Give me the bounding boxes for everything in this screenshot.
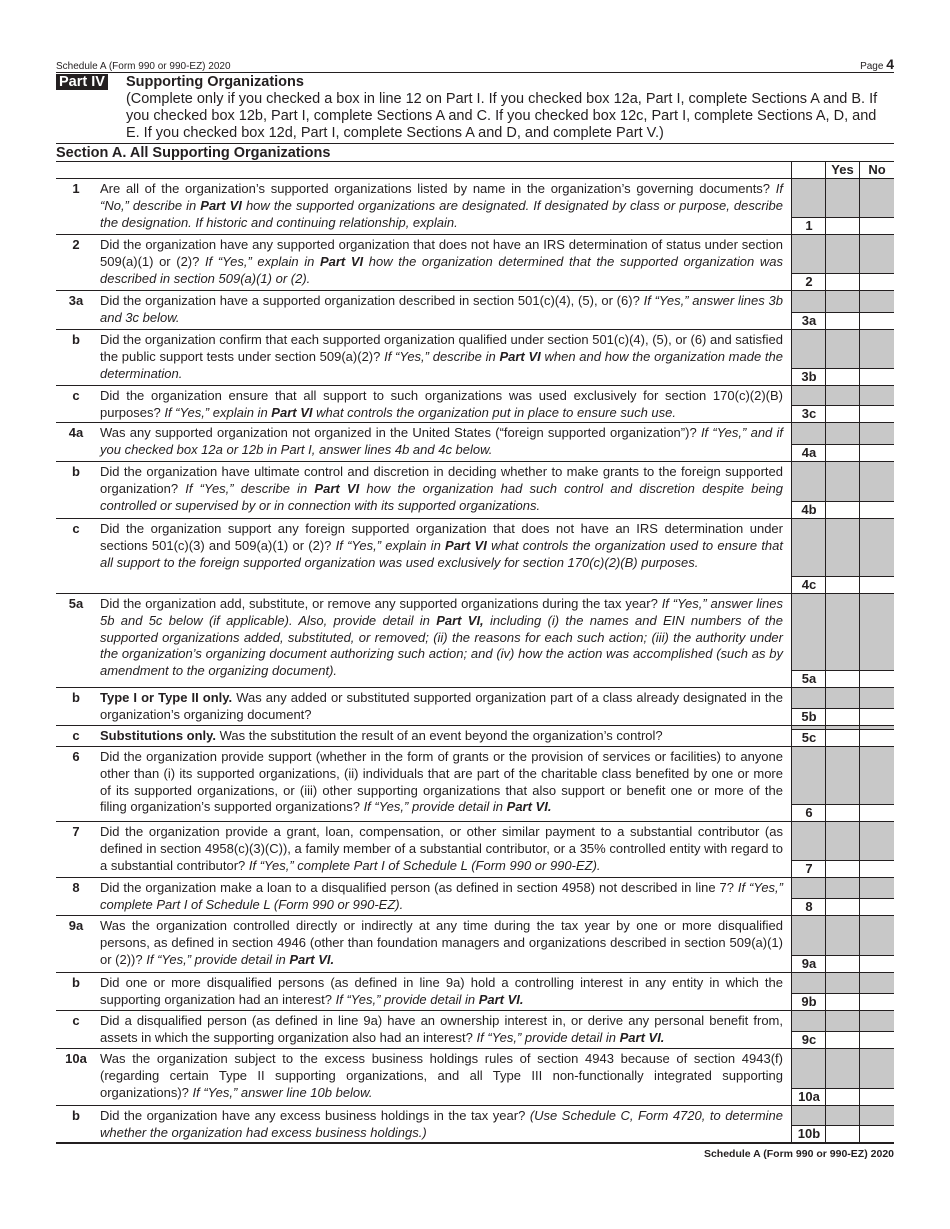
line-number: 3a: [68, 293, 84, 308]
line-label: 8: [805, 899, 813, 914]
line-label-cell: [791, 501, 825, 518]
shaded-cell: [791, 462, 825, 501]
line-instruction: If “Yes,” answer lines 3b and 3c below.: [100, 293, 783, 325]
no-answer-box-5a[interactable]: [859, 670, 894, 687]
line-label: 9b: [801, 994, 817, 1009]
shaded-cell: [791, 291, 825, 312]
line-label: 5a: [801, 671, 817, 686]
yes-answer-box-10b[interactable]: [825, 1125, 859, 1142]
line-label-cell: [791, 860, 825, 877]
shaded-cell: [791, 179, 825, 217]
yes-answer-box-2[interactable]: [825, 273, 859, 290]
yes-answer-box-9b[interactable]: [825, 993, 859, 1010]
shaded-cell: [825, 291, 859, 312]
line-instruction: If “Yes,” complete Part I of Schedule L (Form 990 or 990-EZ).: [248, 857, 601, 873]
yes-answer-box-4a[interactable]: [825, 444, 859, 461]
shaded-cell: [791, 1049, 825, 1088]
shaded-cell: [859, 179, 894, 217]
line-instruction-tail: what controls the organization put in place to ensure such use.: [316, 404, 676, 420]
line-label: 6: [805, 805, 813, 820]
line-text: Did one or more disqualified persons (as defined in line 9a) hold a controlling interest in any entity in which the supporting organization had an interest?: [100, 975, 783, 1007]
question-row-9c: [56, 1011, 894, 1049]
line-number: 8: [72, 880, 80, 895]
line-label: 3a: [801, 313, 817, 328]
line-instruction: If “Yes,” explain in: [335, 537, 441, 553]
line-number: b: [72, 464, 80, 479]
line-description: [100, 425, 783, 459]
line-text: Did the organization have any excess business holdings in the tax year?: [100, 1108, 526, 1123]
line-instruction: If “Yes,” describe in: [384, 348, 496, 364]
line-label: 2: [805, 274, 813, 289]
question-row-6: [56, 747, 894, 822]
page-header: [56, 56, 894, 73]
part-title: Supporting Organizations: [125, 74, 304, 90]
line-description: [100, 1108, 783, 1142]
shaded-cell: [825, 973, 859, 993]
no-answer-box-4a[interactable]: [859, 444, 894, 461]
shaded-cell: [859, 594, 894, 670]
line-label: 3b: [801, 369, 817, 384]
line-label-cell: [791, 708, 825, 725]
line-text: Was the organization controlled directly or indirectly at any time during the tax year by one or more disqualified persons, as defined in section 4946 (other than foundation managers and organizations described in section 509(a)(1) or (2))?: [100, 918, 783, 967]
no-answer-box-5c[interactable]: [859, 729, 894, 746]
line-label-cell: [791, 1088, 825, 1105]
form-page: [56, 56, 894, 1160]
line-label-cell: [791, 576, 825, 593]
line-description: [100, 237, 783, 287]
line-label-cell: [791, 368, 825, 385]
shaded-cell: [791, 973, 825, 993]
shaded-cell: [825, 386, 859, 405]
line-label: 3c: [801, 406, 817, 421]
line-text: Was any supported organization not organized in the United States (“foreign supported organization”)?: [100, 425, 697, 440]
yes-answer-box-10a[interactable]: [825, 1088, 859, 1105]
shaded-cell: [825, 916, 859, 955]
yes-answer-box-1[interactable]: [825, 217, 859, 234]
line-number: 6: [72, 749, 80, 764]
shaded-cell: [791, 330, 825, 368]
line-number: c: [72, 521, 80, 536]
line-label-cell: [791, 405, 825, 422]
yes-answer-box-9c[interactable]: [825, 1031, 859, 1048]
shaded-cell: [859, 878, 894, 898]
line-number: c: [72, 728, 80, 743]
shaded-cell: [825, 235, 859, 273]
line-instruction-tail: including (i) the names and EIN numbers of the supported organizations added, substituted, or removed; (ii) the reasons for each such action; (iii) the authority under the organization’s organizing document authorizing such action; and (iv) how the action was accomplished (such as by amendment to the organizing document).: [100, 612, 783, 679]
shaded-cell: [825, 594, 859, 670]
shaded-cell: [859, 1106, 894, 1125]
shaded-cell: [859, 1049, 894, 1088]
shaded-cell: [825, 462, 859, 501]
shaded-cell: [825, 688, 859, 708]
shaded-cell: [859, 688, 894, 708]
line-description: [100, 596, 783, 680]
shaded-cell: [859, 291, 894, 312]
no-answer-box-8[interactable]: [859, 898, 894, 915]
line-text: Did the organization have ultimate control and discretion in deciding whether to make grants to the foreign supported organization?: [100, 464, 783, 496]
shaded-cell: [859, 330, 894, 368]
no-answer-box-10b[interactable]: [859, 1125, 894, 1142]
shaded-cell: [791, 747, 825, 804]
shaded-cell: [859, 462, 894, 501]
shaded-cell: [859, 973, 894, 993]
shaded-cell: [859, 519, 894, 576]
no-answer-box-9c[interactable]: [859, 1031, 894, 1048]
line-text: Did the organization provide support (whether in the form of grants or the provision of services or facilities) to anyone other than (i) its supported organizations, (ii) individuals that are part of the charitable class benefited by one or more of its supported organizations, or (iii) other supporting organizations that also support or benefit one or more of the filing organization’s supported organizations?: [100, 749, 783, 815]
line-description: [100, 880, 783, 914]
line-instruction: If “Yes,” explain in: [164, 404, 268, 420]
line-number: b: [72, 1108, 80, 1123]
yes-answer-box-5a[interactable]: [825, 670, 859, 687]
line-text: Was the organization subject to the excess business holdings rules of section 4943 because of section 4943(f) (regarding certain Type II supporting organizations, and all Type III non-functionally integrated supporting organizations)?: [100, 1051, 783, 1100]
line-text: Did the organization confirm that each supported organization qualified under section 501(c)(4), (5), or (6) and satisfied the public support tests under section 509(a)(2)?: [100, 332, 783, 364]
no-answer-box-4b[interactable]: [859, 501, 894, 518]
line-label: 5c: [801, 730, 817, 745]
line-text: Was any added or substituted supported organization part of a class already designated in the organization’s organizing document?: [100, 690, 783, 722]
line-text: Did a disqualified person (as defined in line 9a) have an ownership interest in, or derive any personal benefit from, assets in which the supporting organization also had an interest?: [100, 1013, 783, 1045]
no-answer-box-5b[interactable]: [859, 708, 894, 725]
line-description: [100, 690, 783, 724]
part-reference: Part VI: [271, 404, 313, 420]
shaded-cell: [859, 235, 894, 273]
line-description: [100, 749, 783, 816]
shaded-cell: [825, 330, 859, 368]
line-instruction-tail: what controls the organization used to ensure that all support to the foreign supported organization was used exclusively for section 170(c)(2)(B) purposes.: [100, 537, 783, 570]
no-column-header: No: [859, 162, 894, 178]
line-instruction: If “Yes,” provide detail in: [146, 951, 286, 967]
line-label-cell: [791, 444, 825, 461]
part-header: [56, 74, 894, 142]
yes-column-header: Yes: [825, 162, 859, 178]
line-instruction: If “Yes,” provide detail in: [476, 1029, 616, 1045]
shaded-cell: [825, 1106, 859, 1125]
line-label-cell: [791, 804, 825, 821]
shaded-cell: [791, 386, 825, 405]
question-grid: [56, 162, 894, 1144]
part-reference: Part VI.: [619, 1029, 665, 1045]
line-label-cell: [791, 729, 825, 746]
no-answer-box-3c[interactable]: [859, 405, 894, 422]
shaded-cell: [791, 916, 825, 955]
form-name: Schedule A (Form 990 or 990-EZ) 2020: [56, 61, 231, 72]
shaded-cell: [859, 423, 894, 444]
question-row-1: [56, 179, 894, 235]
shaded-cell: [859, 747, 894, 804]
line-number: 10a: [65, 1051, 87, 1066]
yes-answer-box-5c[interactable]: [825, 729, 859, 746]
line-description: [100, 521, 783, 571]
page-number: Page 4: [860, 56, 894, 72]
shaded-cell: [825, 1011, 859, 1031]
line-label: 10b: [797, 1126, 821, 1141]
line-text: Did the organization provide a grant, loan, compensation, or other similar payment to a substantial contributor (as defined in section 4958(c)(3)(C)), a family member of a substantial contributor, or a 35% controlled entity with regard to a substantial contributor?: [100, 824, 783, 873]
question-row-4b: [56, 462, 894, 519]
line-label-cell: [791, 273, 825, 290]
line-label-cell: [791, 1125, 825, 1142]
question-row-10b: [56, 1106, 894, 1144]
section-title: Section A. All Supporting Organizations: [56, 143, 894, 162]
line-instruction-tail: how the organization determined that the supported organization was described in section 509(a)(1) or (2).: [100, 253, 783, 286]
shaded-cell: [791, 1106, 825, 1125]
shaded-cell: [859, 1011, 894, 1031]
line-instruction: If “No,” describe in: [100, 181, 783, 213]
part-reference: Part VI: [200, 197, 242, 213]
yes-answer-box-4b[interactable]: [825, 501, 859, 518]
line-text: Did the organization have any supported organization that does not have an IRS determination of status under section 509(a)(1) or (2)?: [100, 237, 783, 269]
no-answer-box-10a[interactable]: [859, 1088, 894, 1105]
shaded-cell: [791, 1011, 825, 1031]
question-row-4a: [56, 423, 894, 462]
line-description: [100, 332, 783, 382]
line-instruction: If “Yes,” describe in: [185, 480, 308, 496]
shaded-cell: [859, 386, 894, 405]
question-row-3c: [56, 386, 894, 423]
yes-answer-box-9a[interactable]: [825, 955, 859, 972]
line-description: [100, 388, 783, 422]
line-label: 7: [805, 861, 813, 876]
no-answer-box-2[interactable]: [859, 273, 894, 290]
line-instruction: (Use Schedule C, Form 4720, to determine whether the organization had excess business holdings.): [100, 1108, 783, 1140]
part-reference: Part VI: [445, 537, 487, 553]
shaded-cell: [791, 878, 825, 898]
line-label-cell: [791, 955, 825, 972]
line-instruction: If “Yes,” provide detail in: [363, 799, 504, 815]
question-row-3b: [56, 330, 894, 386]
line-instruction: If “Yes,” answer line 10b below.: [192, 1084, 373, 1100]
line-description: [100, 464, 783, 514]
question-row-2: [56, 235, 894, 291]
no-answer-box-1[interactable]: [859, 217, 894, 234]
shaded-cell: [791, 235, 825, 273]
line-instruction: If “Yes,” provide detail in: [335, 991, 476, 1007]
yes-answer-box-8[interactable]: [825, 898, 859, 915]
question-row-9b: [56, 973, 894, 1011]
no-answer-box-7[interactable]: [859, 860, 894, 877]
line-description: [100, 1051, 783, 1101]
line-number: 4a: [68, 425, 84, 440]
line-label-cell: [791, 312, 825, 329]
line-label: 4c: [801, 577, 817, 592]
line-label: 4b: [801, 502, 817, 517]
line-number: 9a: [68, 918, 84, 933]
line-label: 1: [805, 218, 813, 233]
shaded-cell: [825, 519, 859, 576]
yes-answer-box-7[interactable]: [825, 860, 859, 877]
yes-answer-box-5b[interactable]: [825, 708, 859, 725]
line-label: 5b: [801, 709, 817, 724]
part-tag: Part IV: [56, 74, 108, 90]
shaded-cell: [791, 594, 825, 670]
no-answer-box-9b[interactable]: [859, 993, 894, 1010]
line-text: Did the organization add, substitute, or remove any supported organizations during the tax year?: [100, 596, 658, 611]
yes-answer-box-3c[interactable]: [825, 405, 859, 422]
line-description: [100, 293, 783, 327]
shaded-cell: [825, 878, 859, 898]
line-label: 10a: [798, 1089, 820, 1104]
part-reference: Part VI: [319, 253, 364, 269]
line-label-cell: [791, 993, 825, 1010]
question-row-10a: [56, 1049, 894, 1106]
line-label-cell: [791, 898, 825, 915]
part-reference: Part VI: [314, 480, 360, 496]
line-number: 5a: [68, 596, 84, 611]
yes-answer-box-3a[interactable]: [825, 312, 859, 329]
shaded-cell: [859, 916, 894, 955]
shaded-cell: [791, 519, 825, 576]
line-text: Did the organization make a loan to a disqualified person (as defined in section 4958) not described in line 7?: [100, 880, 734, 895]
line-text: Did the organization have a supported organization described in section 501(c)(4), (5), or (6)?: [100, 293, 640, 308]
yes-answer-box-4c[interactable]: [825, 576, 859, 593]
shaded-cell: [825, 1049, 859, 1088]
part-reference: Part VI,: [436, 612, 484, 628]
line-text: Did the organization support any foreign supported organization that does not have an IRS determination under sections 501(c)(3) and 509(a)(1) or (2)?: [100, 521, 783, 553]
line-label-cell: [791, 1031, 825, 1048]
line-description: [100, 1013, 783, 1047]
line-number: b: [72, 690, 80, 705]
shaded-cell: [859, 822, 894, 860]
part-reference: Part VI.: [506, 799, 552, 815]
no-answer-box-9a[interactable]: [859, 955, 894, 972]
line-label-cell: [791, 670, 825, 687]
line-instruction: If “Yes,” complete Part I of Schedule L (Form 990 or 990-EZ).: [100, 880, 783, 912]
shaded-cell: [791, 423, 825, 444]
question-row-7: [56, 822, 894, 878]
line-instruction-tail: how the supported organizations are designated. If designated by class or purpose, describe the designation. If historic and continuing relationship, explain.: [100, 197, 783, 230]
line-instruction-tail: when and how the organization made the determination.: [100, 348, 783, 381]
question-row-8: [56, 878, 894, 916]
line-label: 4a: [801, 445, 817, 460]
line-number: b: [72, 332, 80, 347]
no-answer-box-3b[interactable]: [859, 368, 894, 385]
line-text: Did the organization ensure that all support to such organizations was used exclusively for section 170(c)(2)(B) purposes?: [100, 388, 783, 420]
shaded-cell: [791, 688, 825, 708]
yes-answer-box-6[interactable]: [825, 804, 859, 821]
line-number: 2: [72, 237, 80, 252]
line-instruction: If “Yes,” explain in: [205, 253, 315, 269]
line-text: Was the substitution the result of an event beyond the organization’s control?: [219, 728, 663, 743]
question-row-4c: [56, 519, 894, 594]
line-number: c: [72, 1013, 80, 1028]
line-description: [100, 728, 783, 745]
no-answer-box-6[interactable]: [859, 804, 894, 821]
shaded-cell: [825, 747, 859, 804]
part-reference: Part VI.: [289, 951, 335, 967]
question-row-9a: [56, 916, 894, 973]
column-header-row: [56, 162, 894, 179]
question-row-5b: [56, 688, 894, 726]
no-answer-box-3a[interactable]: [859, 312, 894, 329]
line-instruction: If “Yes,” answer lines 5b and 5c below (if applicable). Also, provide detail in: [100, 596, 783, 628]
line-number: 7: [72, 824, 80, 839]
no-answer-box-4c[interactable]: [859, 576, 894, 593]
line-label: 9a: [801, 956, 817, 971]
line-label-cell: [791, 217, 825, 234]
line-instruction: If “Yes,” and if you checked box 12a or 12b in Part I, answer lines 4b and 4c below.: [100, 425, 784, 457]
shaded-cell: [791, 822, 825, 860]
line-number: c: [72, 388, 80, 403]
shaded-cell: [825, 822, 859, 860]
part-reference: Part VI.: [478, 991, 524, 1007]
line-label: 9c: [801, 1032, 817, 1047]
line-description: [100, 975, 783, 1009]
line-number: 1: [72, 181, 80, 196]
line-number: b: [72, 975, 80, 990]
part-instructions: (Complete only if you checked a box in line 12 on Part I. If you checked box 12a, Part I, complete Sections A and B. If you checked box 12b, Part I, complete Sections A and C. If you checked box 12c, Part I, complete Sections A, D, and E. If you checked box 12d, Part I, complete Sections A and D, and complete Part V.): [125, 91, 878, 141]
line-lead: Substitutions only.: [100, 728, 220, 743]
line-description: [100, 918, 783, 968]
part-reference: Part VI: [499, 348, 541, 364]
question-row-5c: [56, 726, 894, 747]
line-text: Are all of the organization’s supported organizations listed by name in the organization’s governing documents?: [100, 181, 771, 196]
question-row-5a: [56, 594, 894, 688]
question-row-3a: [56, 291, 894, 330]
line-description: [100, 824, 783, 874]
page-footer: Schedule A (Form 990 or 990-EZ) 2020: [703, 1148, 894, 1160]
yes-answer-box-3b[interactable]: [825, 368, 859, 385]
line-description: [100, 181, 783, 231]
line-instruction-tail: how the organization had such control and discretion despite being controlled or supervised by or in connection with its supported organizations.: [100, 480, 783, 513]
shaded-cell: [825, 179, 859, 217]
line-lead: Type I or Type II only.: [100, 690, 237, 705]
shaded-cell: [825, 423, 859, 444]
